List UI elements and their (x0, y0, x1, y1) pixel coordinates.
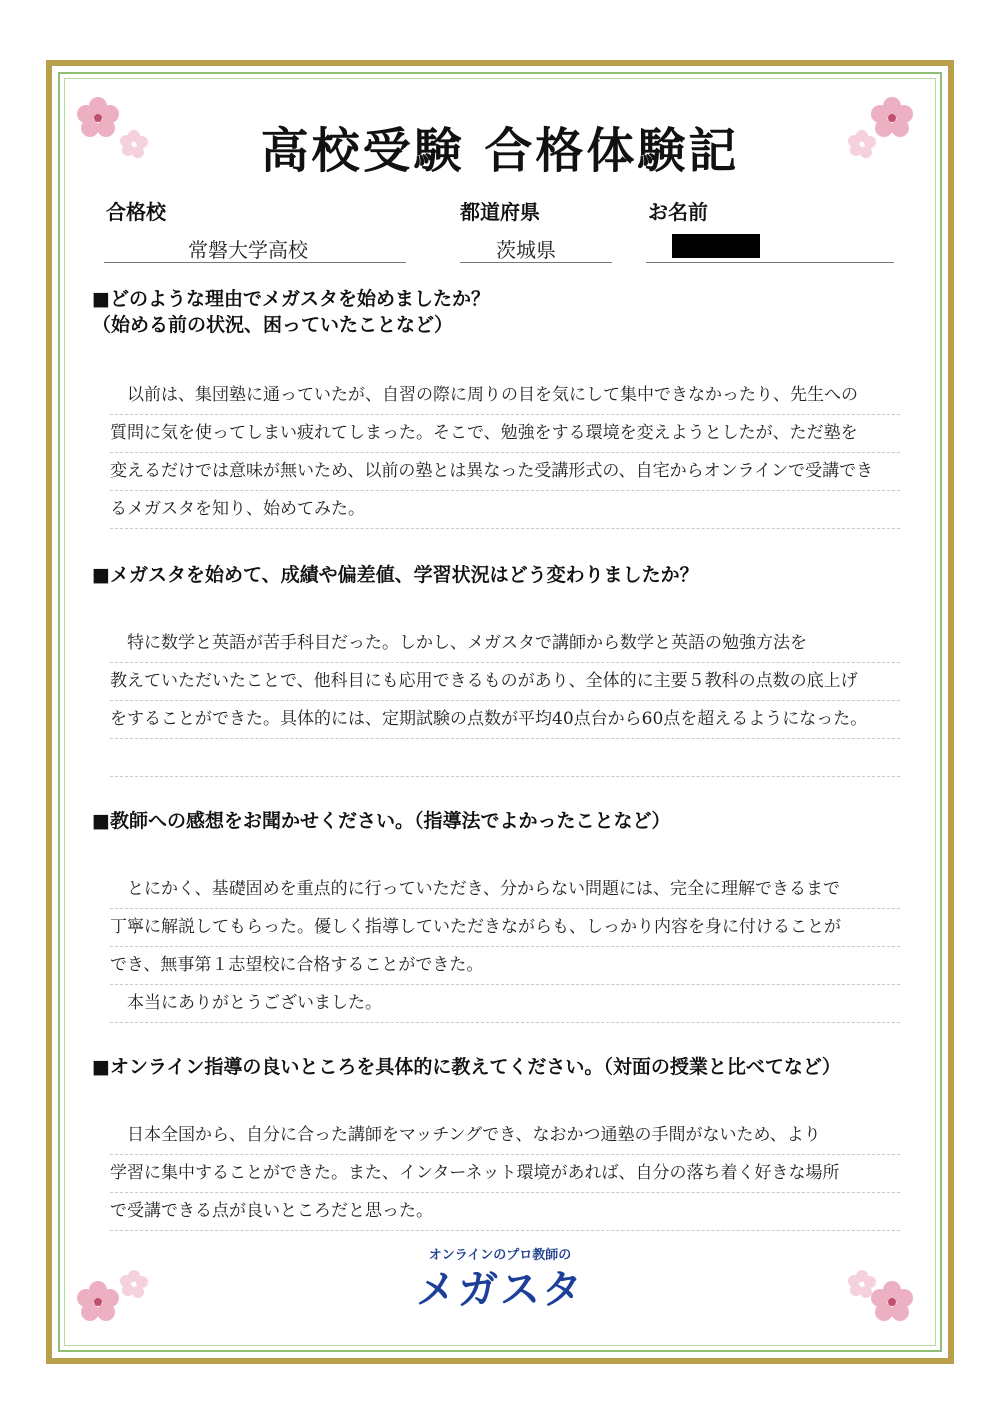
question-4: ■オンライン指導の良いところを具体的に教えてください。（対面の授業と比べてなど） (92, 1056, 841, 1078)
answer-line: 日本全国から、自分に合った講師をマッチングでき、なおかつ通塾の手間がないため、より (110, 1118, 900, 1155)
answer-line: るメガスタを知り、始めてみた。 (110, 492, 900, 529)
prefecture-value: 茨城県 (496, 238, 556, 262)
question-3: ■教師への感想をお聞かせください。（指導法でよかったことなど） (92, 810, 671, 832)
prefecture-underline (460, 262, 612, 263)
answer-line: 変えるだけでは意味が無いため、以前の塾とは異なった受講形式の、自宅からオンラインで受講でき (110, 454, 900, 491)
answer-line: 質問に気を使ってしまい疲れてしまった。そこで、勉強をする環境を変えようとしたが、ただ塾を (110, 416, 900, 453)
name-underline (646, 262, 894, 263)
answer-line: 教えていただいたことで、他科目にも応用できるものがあり、全体的に主要５教科の点数の底上げ (110, 664, 900, 701)
answer-line: をすることができた。具体的には、定期試験の点数が平均40点台から60点を超えるようになった。 (110, 702, 900, 739)
prefecture-label: 都道府県 (460, 200, 540, 224)
brand-tagline: オンラインのプロ教師の (428, 1248, 572, 1263)
question-1-line-2: （始める前の状況、困っていたことなど） (92, 314, 454, 336)
answer-line: 学習に集中することができた。また、インターネット環境があれば、自分の落ち着く好きな場所 (110, 1156, 900, 1193)
name-label: お名前 (648, 200, 708, 224)
answer-line: 本当にありがとうございました。 (110, 986, 900, 1023)
question-1-line-1: ■どのような理由でメガスタを始めましたか？ (92, 288, 490, 310)
school-underline (104, 262, 406, 263)
brand-logo: メガスタ (416, 1267, 584, 1313)
question-2: ■メガスタを始めて、成績や偏差値、学習状況はどう変わりましたか？ (92, 564, 699, 586)
answer-line: 丁寧に解説してもらった。優しく指導していただきながらも、しっかり内容を身に付けることが (110, 910, 900, 947)
school-label: 合格校 (106, 200, 166, 224)
answer-line: で受講できる点が良いところだと思った。 (110, 1194, 900, 1231)
school-value: 常磐大学高校 (188, 238, 308, 262)
answer-line (110, 740, 900, 777)
answer-line: でき、無事第１志望校に合格することができた。 (110, 948, 900, 985)
answer-line: とにかく、基礎固めを重点的に行っていただき、分からない問題には、完全に理解できるまで (110, 872, 900, 909)
answer-line: 以前は、集団塾に通っていたが、自習の際に周りの目を気にして集中できなかったり、先生への (110, 378, 900, 415)
redacted-name (672, 234, 760, 258)
page-title: 高校受験 合格体験記 (260, 123, 740, 179)
answer-line: 特に数学と英語が苦手科目だった。しかし、メガスタで講師から数学と英語の勉強方法を (110, 626, 900, 663)
